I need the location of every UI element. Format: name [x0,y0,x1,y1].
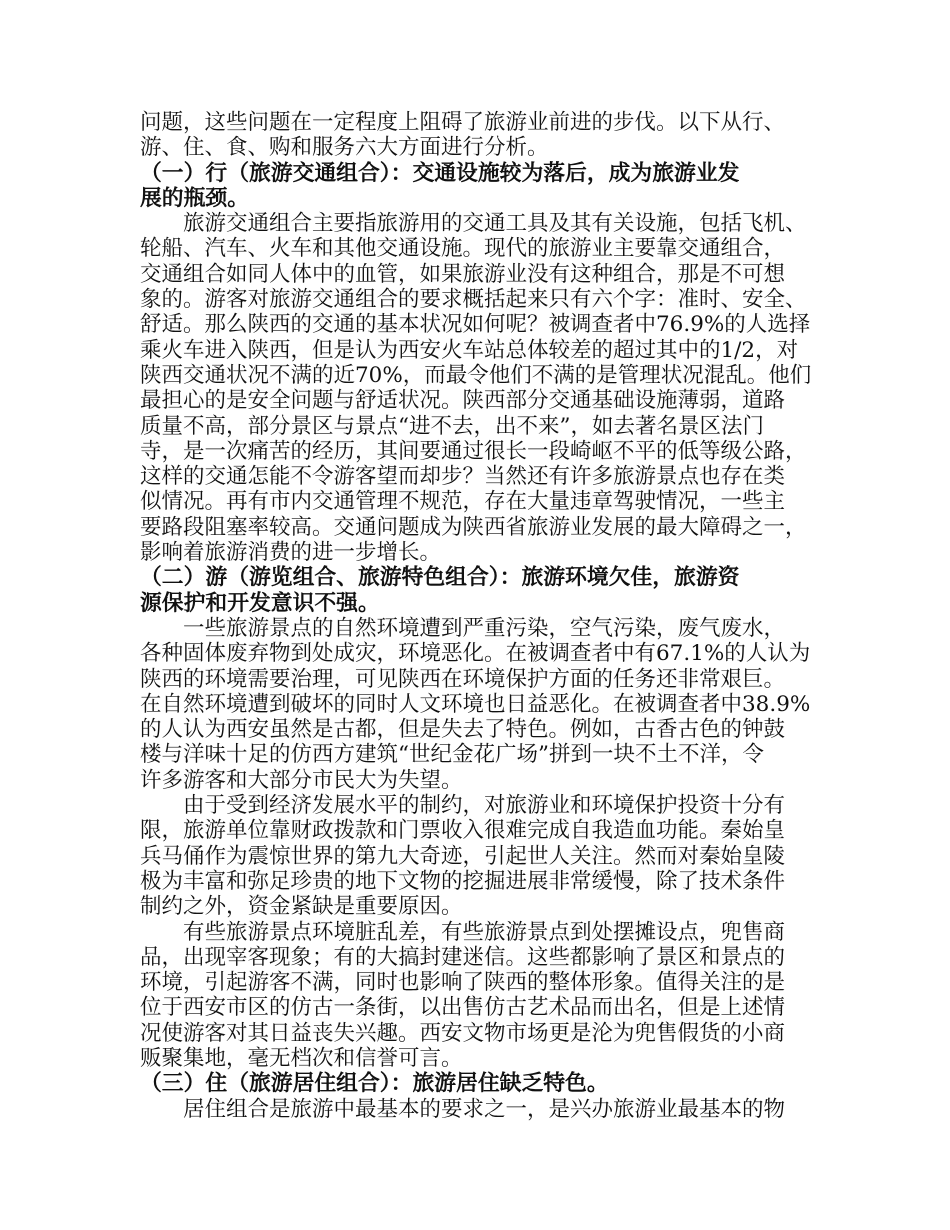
heading-line: （三）住（旅游居住组合）：旅游居住缺乏特色。 [140,1071,609,1097]
text-line: 质量不高，部分景区与景点“进不去，出不来”，如去著名景区法门 [140,413,764,439]
text-line: 这样的交通怎能不令游客望而却步？当然还有许多旅游景点也存在类 [140,464,786,490]
text-line: 似情况。再有市内交通管理不规范，存在大量违章驾驶情况，一些主 [140,489,786,515]
heading-line: 源保护和开发意识不强。 [140,590,380,616]
text-line: 舒适。那么陕西的交通的基本状况如何呢？被调查者中76.9%的人选择 [140,312,811,338]
text-line: 兵马俑作为震惊世界的第九大奇迹，引起世人关注。然而对秦始皇陵 [140,843,786,869]
text-line: 限，旅游单位靠财政拨款和门票收入很难完成自我造血功能。秦始皇 [140,818,786,844]
text-line: 的人认为西安虽然是古都，但是失去了特色。例如，古香古色的钟鼓 [140,717,786,743]
text-line: 极为丰富和弥足珍贵的地下文物的挖掘进展非常缓慢，除了技术条件 [140,868,786,894]
text-line: 许多游客和大部分市民大为失望。 [140,767,463,793]
text-line: 由于受到经济发展水平的制约，对旅游业和环境保护投资十分有 [183,793,786,819]
text-line: 轮船、汽车、火车和其他交通设施。现代的旅游业主要靠交通组合， [140,236,786,262]
text-line: 乘火车进入陕西，但是认为西安火车站总体较差的超过其中的1/2，对 [140,337,799,363]
text-line: 寺，是一次痛苦的经历，其间要通过很长一段崎岖不平的低等级公路， [140,438,807,464]
text-line: 在自然环境遭到破坏的同时人文环境也日益恶化。在被调查者中38.9% [140,691,811,717]
text-line: 旅游交通组合主要指旅游用的交通工具及其有关设施，包括飞机、 [183,211,807,237]
text-line: 最担心的是安全问题与舒适状况。陕西部分交通基础设施薄弱，道路 [140,388,786,414]
text-line: 一些旅游景点的自然环境遭到严重污染，空气污染，废气废水， [183,615,786,641]
section-3-heading [140,1071,830,1096]
text-line: 有些旅游景点环境脏乱差，有些旅游景点到处摆摊设点，兜售商 [183,919,786,945]
text-line: 品，出现宰客现象；有的大搞封建迷信。这些都影响了景区和景点的 [140,944,786,970]
text-line: 象的。游客对旅游交通组合的要求概括起来只有六个字：准时、安全、 [140,287,807,313]
text-line: 问题，这些问题在一定程度上阻碍了旅游业前进的步伐。以下从行、 [140,110,786,135]
section-2-paragraph-3 [140,920,830,1072]
text-line: 游、住、食、购和服务六大方面进行分析。 [140,135,549,161]
text-line: 楼与洋味十足的仿西方建筑“世纪金花广场”拼到一块不土不洋，令 [140,742,764,768]
text-line: 位于西安市区的仿古一条街，以出售仿古艺术品而出名，但是上述情 [140,995,786,1021]
document-page [140,110,830,1122]
text-line: 陕西交通状况不满的近70%，而最令他们不满的是管理状况混乱。他们 [140,362,812,388]
section-1-paragraph-1 [140,211,830,565]
intro-paragraph [140,110,830,161]
text-line: 要路段阻塞率较高。交通问题成为陕西省旅游业发展的最大障碍之一， [140,514,807,540]
heading-line: 展的瓶颈。 [140,185,249,211]
text-line: 环境，引起游客不满，同时也影响了陕西的整体形象。值得关注的是 [140,970,786,996]
text-line: 居住组合是旅游中最基本的要求之一，是兴办旅游业最基本的物 [183,1096,786,1122]
heading-line: （一）行（旅游交通组合）：交通设施较为落后，成为旅游业发 [140,160,740,186]
section-2-paragraph-1 [140,616,830,793]
section-2-heading [140,565,830,616]
section-1-heading [140,161,830,212]
text-line: 影响着旅游消费的进一步增长。 [140,540,442,566]
text-line: 各种固体废弃物到处成灾，环境恶化。在被调查者中有67.1%的人认为 [140,641,811,667]
section-2-paragraph-2 [140,793,830,919]
text-line: 制约之外，资金紧缺是重要原因。 [140,894,463,920]
section-3-paragraph-1 [140,1097,830,1122]
text-line: 陕西的环境需要治理，可见陕西在环境保护方面的任务还非常艰巨。 [140,666,786,692]
text-line: 况使游客对其日益丧失兴趣。西安文物市场更是沦为兜售假货的小商 [140,1020,786,1046]
heading-line: （二）游（游览组合、旅游特色组合）：旅游环境欠佳，旅游资 [140,565,740,591]
text-line: 贩聚集地，毫无档次和信誉可言。 [140,1045,463,1071]
text-line: 交通组合如同人体中的血管，如果旅游业没有这种组合，那是不可想 [140,261,786,287]
